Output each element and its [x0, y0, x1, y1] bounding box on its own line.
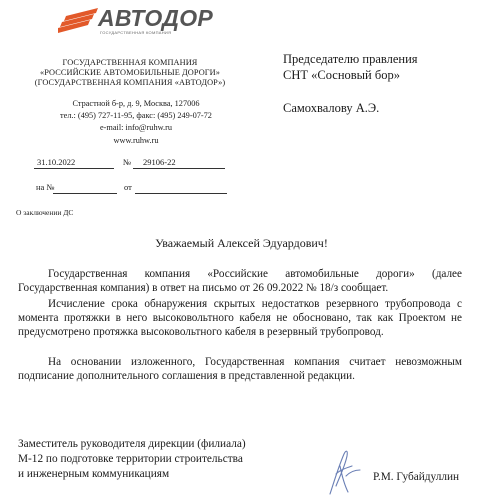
signatory-name: Р.М. Губайдуллин: [373, 471, 460, 483]
logo-subtitle: ГОСУДАРСТВЕННАЯ КОМПАНИЯ: [100, 30, 172, 35]
signatory-title-line-2: М-12 по подготовке территории строительства: [18, 453, 243, 465]
handwritten-signature-icon: [322, 446, 362, 496]
recipient-line-2: СНТ «Сосновый бор»: [283, 68, 400, 82]
company-logo: [58, 6, 218, 36]
signatory-title: [18, 437, 318, 482]
letter-number: 29106-22: [143, 157, 176, 167]
sender-org-line-2: «РОССИЙСКИЕ АВТОМОБИЛЬНЫЕ ДОРОГИ»: [39, 68, 221, 77]
letter-date: 31.10.2022: [37, 157, 76, 167]
ref-from-label: от: [124, 182, 132, 192]
body-paragraph-3: [18, 356, 462, 384]
signatory-title-line-3: и инженерным коммуникациям: [18, 468, 170, 480]
sender-address: Страстной б-р, д. 9, Москва, 127006: [72, 99, 200, 108]
body-paragraph-3-text: На основании изложенного, Государственная компания считает невозможным подписание дополнительного соглашения в представленной редакции.: [18, 356, 462, 382]
sender-org-line-3: (ГОСУДАРСТВЕННАЯ КОМПАНИЯ «АВТОДОР»): [34, 78, 226, 87]
recipient-name: Самохвалову А.Э.: [283, 101, 380, 115]
sender-org-line-1: ГОСУДАРСТВЕННАЯ КОМПАНИЯ: [62, 58, 198, 67]
sender-website: www.ruhw.ru: [113, 136, 159, 145]
recipient-line-1: Председателю правления: [283, 52, 418, 66]
ref-number-label: на №: [36, 182, 55, 192]
body-paragraph-2: [18, 298, 462, 339]
logo-wordmark: АВТОДОР: [98, 5, 214, 31]
letter-greeting: Уважаемый Алексей Эдуардович!: [155, 236, 328, 250]
body-paragraph-1-text: Государственная компания «Российские автомобильные дороги» (далее Государственная компания) в ответ на письмо от 26 09.2022 № 18/з сообщает.: [18, 268, 462, 294]
body-paragraph-1: [18, 268, 462, 296]
ref-date-underline: [135, 193, 227, 194]
ref-number-underline: [53, 193, 117, 194]
body-paragraph-2-text: Исчисление срока обнаружения скрытых недостатков резервного трубопровода с момента протяжки в него высоковольтного кабеля не обосновано, так как Проектом не предусмотрено протяжка высоковольтного кабеля в резервный трубопровод.: [18, 298, 462, 338]
signatory-title-line-1: Заместитель руководителя дирекции (филиала): [18, 438, 246, 450]
number-underline: [133, 168, 225, 169]
logo-stripes-icon: [58, 6, 102, 34]
letter-subject: О заключении ДС: [16, 208, 74, 217]
letter-number-label: №: [123, 157, 132, 167]
sender-phone: тел.: (495) 727-11-95, факс: (495) 249-07-72: [60, 111, 212, 120]
date-underline: [34, 168, 114, 169]
sender-email: e-mail: info@ruhw.ru: [99, 123, 173, 132]
